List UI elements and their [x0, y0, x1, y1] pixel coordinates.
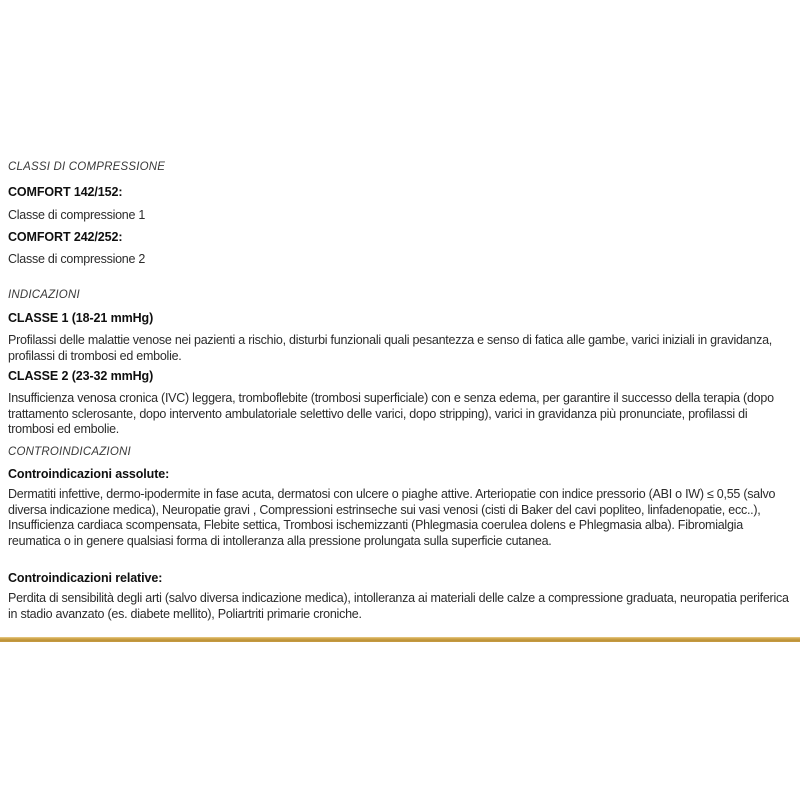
section-label-indicazioni: INDICAZIONI — [8, 289, 80, 301]
heading-controindicazioni-assolute: Controindicazioni assolute: — [8, 467, 170, 481]
paragraph-classe-2: Insufficienza venosa cronica (IVC) leggera, tromboflebite (trombosi superficiale) con e senza edema, per garantire il successo della terapia (dopo trattamento sclerosante, dopo intervento ambulatoriale selettivo delle varici, dopo stripping), varici in gravidanza più pronunciate, profilassi di trombosi ed embolie. — [8, 391, 774, 437]
paragraph-controindicazioni-relative: Perdita di sensibilità degli arti (salvo diversa indicazione medica), intolleranza ai materiali delle calze a compressione graduata, neuropatia periferica in stadio avanzato (es. diabete mellito), Poliartriti primarie croniche. — [8, 591, 789, 621]
heading-classe-2: CLASSE 2 (23-32 mmHg) — [8, 369, 154, 383]
heading-controindicazioni-relative: Controindicazioni relative: — [8, 571, 163, 585]
heading-comfort-242-252: COMFORT 242/252: — [8, 230, 123, 244]
text-classe-compressione-1: Classe di compressione 1 — [8, 208, 146, 222]
bottom-divider-bar — [0, 637, 800, 642]
paragraph-classe-1: Profilassi delle malattie venose nei pazienti a rischio, disturbi funzionali quali pesantezza e senso di fatica alle gambe, varici iniziali in gravidanza, profilassi di trombosi ed embolie. — [8, 333, 773, 363]
heading-comfort-142-152: COMFORT 142/152: — [8, 185, 123, 199]
section-label-classi-di-compressione: CLASSI DI COMPRESSIONE — [8, 161, 166, 173]
section-label-controindicazioni: CONTROINDICAZIONI — [8, 446, 131, 458]
text-classe-compressione-2: Classe di compressione 2 — [8, 252, 146, 266]
paragraph-controindicazioni-assolute: Dermatiti infettive, dermo-ipodermite in fase acuta, dermatosi con ulcere o piaghe attive. Arteriopatie con indice pressorio (ABI o IW) ≤ 0,55 (salvo diversa indicazione medica), Neuropatie gravi , Compressioni estrinseche sui vasi venosi (cisti di Baker del cavi popliteo, linfadenopatie, ecc..), Insufficienza cardiaca scompensata, Flebite settica, Trombosi ischemizzanti (Phlegmasia coerulea dolens e Phlegmasia alba). Fibromialgia reumatica o in genere qualsiasi forma di intolleranza alla pressione prolungata sulla superficie cutanea. — [8, 487, 776, 548]
heading-classe-1: CLASSE 1 (18-21 mmHg) — [8, 311, 154, 325]
